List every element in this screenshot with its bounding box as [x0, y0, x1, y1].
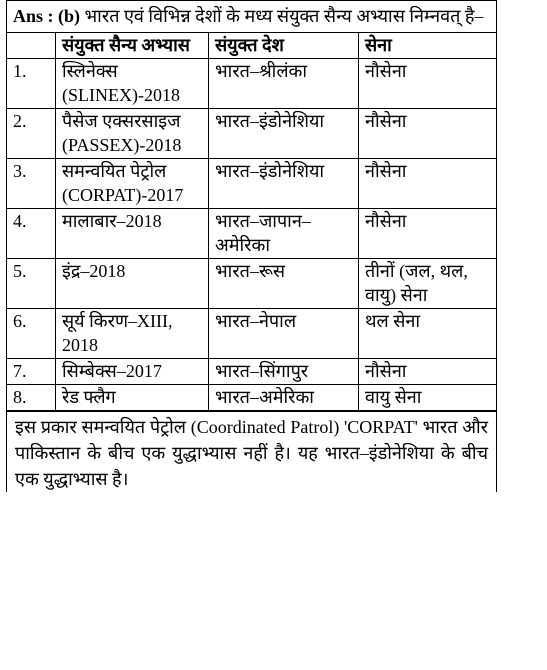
header-force: सेना [359, 33, 497, 59]
table-row [7, 159, 496, 209]
row-force: नौसेना [359, 359, 497, 385]
row-sno: 3. [7, 159, 56, 209]
row-exercise: स्लिनेक्स (SLINEX)-2018 [56, 59, 209, 109]
table-row [7, 259, 496, 309]
header-sno [7, 33, 56, 59]
footer-note: इस प्रकार समन्वयित पेट्रोल (Coordinated Patrol) 'CORPAT' भारत और पाकिस्तान के बीच एक युद्धाभ्यास नहीं है। यह भारत–इंडोनेशिया के बीच एक युद्धाभ्यास है। [7, 411, 496, 492]
row-force: नौसेना [359, 109, 497, 159]
row-force: नौसेना [359, 59, 497, 109]
row-countries: भारत–श्रीलंका [209, 59, 359, 109]
table-row [7, 309, 496, 359]
intro-text: भारत एवं विभिन्न देशों के मध्य संयुक्त सैन्य अभ्यास निम्नवत् है– [84, 6, 484, 26]
row-sno: 2. [7, 109, 56, 159]
row-countries: भारत–सिंगापुर [209, 359, 359, 385]
row-sno: 6. [7, 309, 56, 359]
row-force: नौसेना [359, 159, 497, 209]
answer-label: Ans : (b) [13, 6, 81, 26]
row-exercise: समन्वयित पेट्रोल (CORPAT)-2017 [56, 159, 209, 209]
exercise-table [7, 33, 496, 411]
row-force: तीनों (जल, थल, वायु) सेना [359, 259, 497, 309]
row-exercise: इंद्र–2018 [56, 259, 209, 309]
table-row [7, 109, 496, 159]
row-force: वायु सेना [359, 385, 497, 411]
table-row [7, 209, 496, 259]
row-sno: 5. [7, 259, 56, 309]
row-countries: भारत–जापान–अमेरिका [209, 209, 359, 259]
answer-intro [7, 1, 496, 33]
header-countries: संयुक्त देश [209, 33, 359, 59]
answer-box [6, 0, 497, 492]
row-exercise: मालाबार–2018 [56, 209, 209, 259]
row-exercise: सिम्बेक्स–2017 [56, 359, 209, 385]
table-row [7, 385, 496, 411]
table-header-row [7, 33, 496, 59]
row-sno: 8. [7, 385, 56, 411]
row-exercise: रेड फ्लैग [56, 385, 209, 411]
table-row [7, 359, 496, 385]
row-countries: भारत–अमेरिका [209, 385, 359, 411]
row-countries: भारत–नेपाल [209, 309, 359, 359]
row-exercise: पैसेज एक्सरसाइज (PASSEX)-2018 [56, 109, 209, 159]
row-force: नौसेना [359, 209, 497, 259]
row-force: थल सेना [359, 309, 497, 359]
row-countries: भारत–इंडोनेशिया [209, 109, 359, 159]
row-countries: भारत–इंडोनेशिया [209, 159, 359, 209]
table-row [7, 59, 496, 109]
header-exercise: संयुक्त सैन्य अभ्यास [56, 33, 209, 59]
row-sno: 4. [7, 209, 56, 259]
row-sno: 7. [7, 359, 56, 385]
row-sno: 1. [7, 59, 56, 109]
row-countries: भारत–रूस [209, 259, 359, 309]
row-exercise: सूर्य किरण–XIII, 2018 [56, 309, 209, 359]
